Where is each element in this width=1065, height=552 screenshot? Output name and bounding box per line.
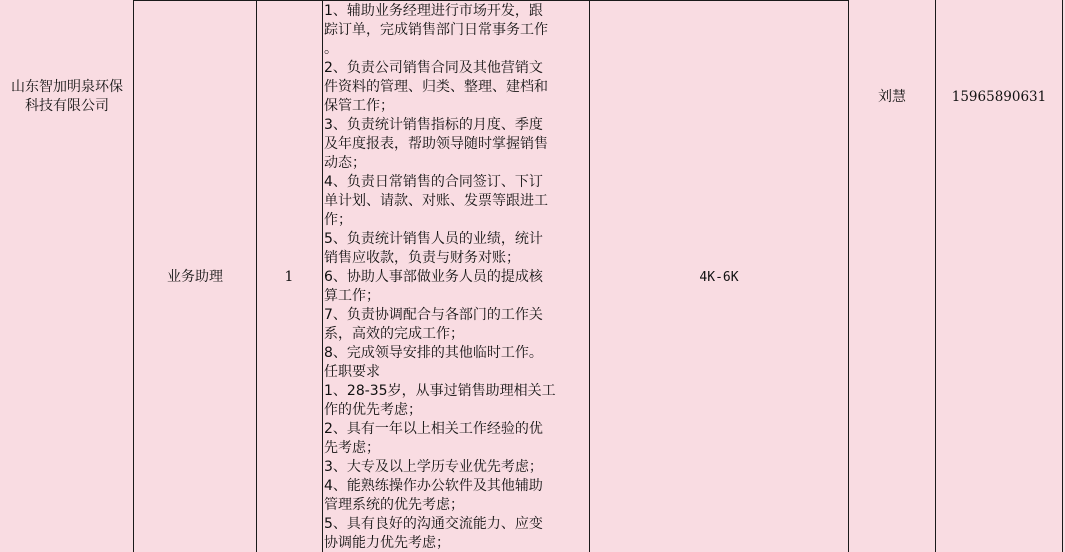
phone-cell: 15965890631 xyxy=(951,89,1047,105)
duty-line: 4、能熟练操作办公软件及其他辅助 xyxy=(324,478,543,494)
duty-line: 算工作； xyxy=(324,288,380,304)
duty-line: 8、完成领导安排的其他临时工作。 xyxy=(324,345,543,361)
duty-line: 4、负责日常销售的合同签订、下订 xyxy=(324,174,543,190)
column-divider-7 xyxy=(1062,0,1063,552)
column-divider-6 xyxy=(935,0,936,552)
job-description-cell xyxy=(324,2,586,552)
duty-line: 踪订单，完成销售部门日常事务工作 xyxy=(324,22,548,38)
duty-line: 作的优先考虑； xyxy=(324,402,422,418)
position-cell: 业务助理 xyxy=(167,269,223,285)
duty-line: 作； xyxy=(324,212,352,228)
duty-line: 系，高效的完成工作； xyxy=(324,326,464,342)
duty-line: 动态； xyxy=(324,155,366,171)
company-name-line-2: 科技有限公司 xyxy=(25,98,109,114)
column-divider-3 xyxy=(322,0,323,552)
salary-cell: 4K-6K xyxy=(699,270,739,285)
top-border xyxy=(134,0,848,1)
duty-line: 协调能力优先考虑； xyxy=(324,535,450,551)
duty-line: 管理系统的优先考虑； xyxy=(324,497,464,513)
duty-line: 件资料的管理、归类、整理、建档和 xyxy=(324,79,548,95)
duty-line: 5、负责统计销售人员的业绩，统计 xyxy=(324,231,543,247)
duty-line: 5、具有良好的沟通交流能力、应变 xyxy=(324,516,543,532)
duty-line: 保管工作； xyxy=(324,98,394,114)
duty-line: 先考虑； xyxy=(324,440,380,456)
contact-person-cell: 刘慧 xyxy=(878,89,906,105)
duty-line: 2、具有一年以上相关工作经验的优 xyxy=(324,421,543,437)
duty-line: 单计划、请款、对账、发票等跟进工 xyxy=(324,193,548,209)
column-divider-5 xyxy=(848,0,849,552)
duty-line: 。 xyxy=(324,41,338,57)
headcount-cell: 1 xyxy=(284,269,294,285)
duty-line: 1、28-35岁，从事过销售助理相关工 xyxy=(324,383,556,399)
company-cell xyxy=(0,78,134,116)
duty-line: 3、负责统计销售指标的月度、季度 xyxy=(324,117,543,133)
duty-line: 任职要求 xyxy=(324,364,380,380)
duty-line: 7、负责协调配合与各部门的工作关 xyxy=(324,307,543,323)
duty-line: 6、协助人事部做业务人员的提成核 xyxy=(324,269,543,285)
duty-line: 销售应收款，负责与财务对账； xyxy=(324,250,520,266)
duty-line: 3、大专及以上学历专业优先考虑； xyxy=(324,459,543,475)
company-name-line-1: 山东智加明泉环保 xyxy=(11,79,123,95)
duty-line: 2、负责公司销售合同及其他营销文 xyxy=(324,60,543,76)
duty-line: 1、辅助业务经理进行市场开发，跟 xyxy=(324,3,543,19)
duty-line: 及年度报表，帮助领导随时掌握销售 xyxy=(324,136,548,152)
